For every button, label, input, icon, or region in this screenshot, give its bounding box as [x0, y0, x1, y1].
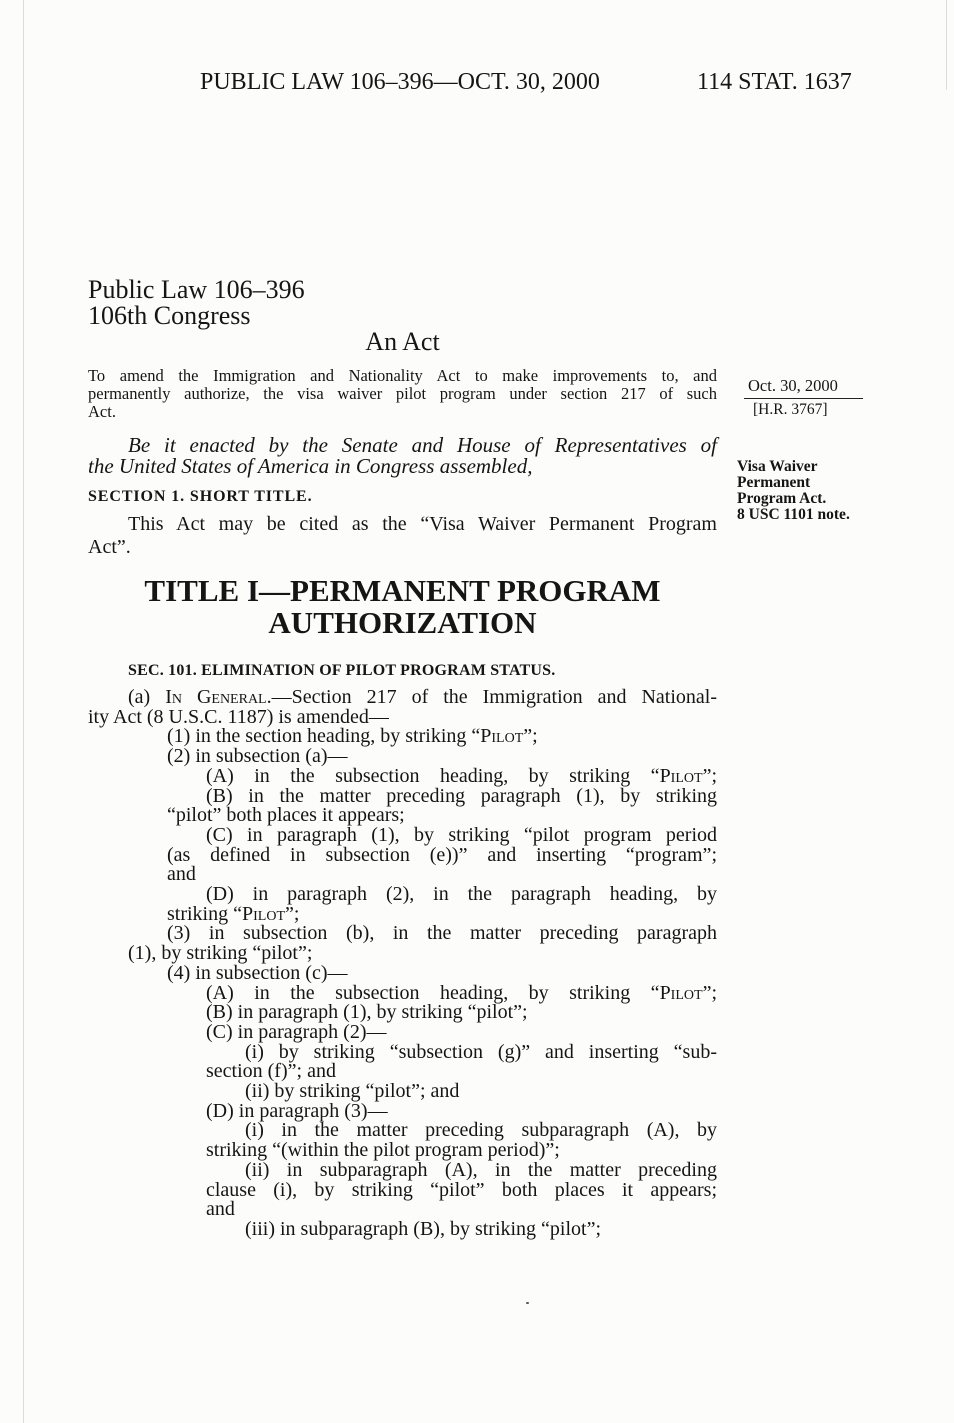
text-line: (D) in paragraph (2), in the paragraph heading, by — [206, 883, 717, 906]
text-segment: .—Section 217 of the Immigration and National- — [266, 686, 717, 708]
margin-note-line: Permanent — [737, 474, 811, 491]
running-head-law-date: PUBLIC LAW 106–396—OCT. 30, 2000 — [200, 69, 600, 95]
text-line: (2) in subsection (a)— — [167, 745, 348, 768]
text-line — [88, 764, 717, 787]
scan-edge-line — [946, 0, 947, 90]
title-heading-line: AUTHORIZATION — [268, 605, 537, 640]
text-line: (C) in paragraph (1), by striking “pilot program period — [206, 823, 717, 846]
public-law-number: Public Law 106–396 — [88, 275, 305, 304]
text-line: ity Act (8 U.S.C. 1187) is amended— — [88, 705, 389, 728]
section-1-heading: SECTION 1. SHORT TITLE. — [88, 488, 313, 505]
small-caps-term: Pilot — [480, 725, 524, 748]
scan-speck — [526, 1302, 529, 1304]
act-heading: An Act — [365, 327, 440, 356]
small-caps-term: Pilot — [242, 902, 285, 925]
text-line: (as defined in subsection (e))” and inserting “program”; — [167, 843, 717, 866]
section-101-body — [88, 688, 717, 1240]
text-line: This Act may be cited as the “Visa Waiver Permanent Program — [128, 513, 717, 535]
text-line: clause (i), by striking “pilot” both places it appears; — [206, 1178, 717, 1201]
text-segment: (a) — [128, 686, 166, 708]
text-segment: striking “ — [167, 902, 242, 925]
text-line: (B) in the matter preceding paragraph (1), by striking — [206, 784, 717, 807]
purpose-line: permanently authorize, the visa waiver pilot program under section 217 of such — [88, 384, 717, 403]
running-head-stat-page: 114 STAT. 1637 — [697, 69, 852, 95]
text-line: (iii) in subparagraph (B), by striking “pilot”; — [245, 1217, 602, 1240]
small-caps-term: Pilot — [659, 981, 703, 1004]
text-line: (ii) in subparagraph (A), in the matter preceding — [245, 1158, 717, 1181]
bill-number-note: [H.R. 3767] — [753, 401, 828, 418]
section-101-heading: SEC. 101. ELIMINATION OF PILOT PROGRAM STATUS. — [128, 662, 556, 679]
text-segment: (1) in the section heading, by striking “ — [167, 725, 481, 748]
purpose-line: To amend the Immigration and Nationality Act to make improvements to, and — [88, 366, 717, 385]
text-line: (C) in paragraph (2)— — [206, 1020, 387, 1043]
small-caps-term: In General — [165, 686, 267, 708]
title-heading — [88, 575, 717, 639]
purpose-line: Act. — [88, 402, 116, 421]
text-line: (D) in paragraph (3)— — [206, 1099, 388, 1122]
margin-note-line: Visa Waiver — [737, 458, 818, 475]
text-line: Act”. — [88, 536, 131, 558]
margin-note-line: 8 USC 1101 note. — [737, 506, 850, 523]
text-line: striking “(within the pilot program period)”; — [206, 1139, 560, 1162]
text-line: “pilot” both places it appears; — [167, 804, 405, 827]
purpose-block — [88, 367, 717, 421]
text-segment: ”; — [285, 902, 300, 925]
text-line: (ii) by striking “pilot”; and — [245, 1080, 460, 1103]
margin-note-line: Program Act. — [737, 490, 827, 507]
text-segment: ”; — [702, 981, 717, 1004]
enacting-clause-line: the United States of America in Congress assembled, — [88, 454, 533, 478]
text-line: (4) in subsection (c)— — [167, 961, 348, 984]
enacted-date-note: Oct. 30, 2000 — [748, 376, 838, 395]
text-segment: (A) in the subsection heading, by striking “ — [206, 981, 660, 1004]
enacting-clause — [88, 435, 717, 477]
text-line — [88, 688, 717, 708]
text-segment: ”; — [702, 764, 717, 787]
text-line: (i) in the matter preceding subparagraph (A), by — [245, 1119, 717, 1142]
text-line: (B) in paragraph (1), by striking “pilot”; — [206, 1001, 528, 1024]
text-line: (i) by striking “subsection (g)” and inserting “sub- — [245, 1040, 717, 1063]
enacting-clause-line: Be it enacted by the Senate and House of Representatives of — [128, 433, 717, 457]
text-line: (3) in subsection (b), in the matter preceding paragraph — [167, 922, 717, 945]
text-line: section (f)”; and — [206, 1060, 336, 1083]
title-heading-line: TITLE I—PERMANENT PROGRAM — [144, 573, 661, 608]
scan-edge-line — [23, 0, 24, 1423]
section-1-text — [88, 513, 717, 559]
text-segment: (A) in the subsection heading, by striking “ — [206, 764, 660, 787]
text-segment: ”; — [523, 725, 538, 748]
congress-number: 106th Congress — [88, 301, 251, 330]
small-caps-term: Pilot — [659, 764, 703, 787]
margin-rule — [744, 398, 863, 399]
text-line: (1), by striking “pilot”; — [128, 942, 313, 965]
text-line: and — [167, 863, 196, 886]
short-title-margin-note — [737, 459, 850, 523]
text-line: and — [206, 1198, 235, 1221]
